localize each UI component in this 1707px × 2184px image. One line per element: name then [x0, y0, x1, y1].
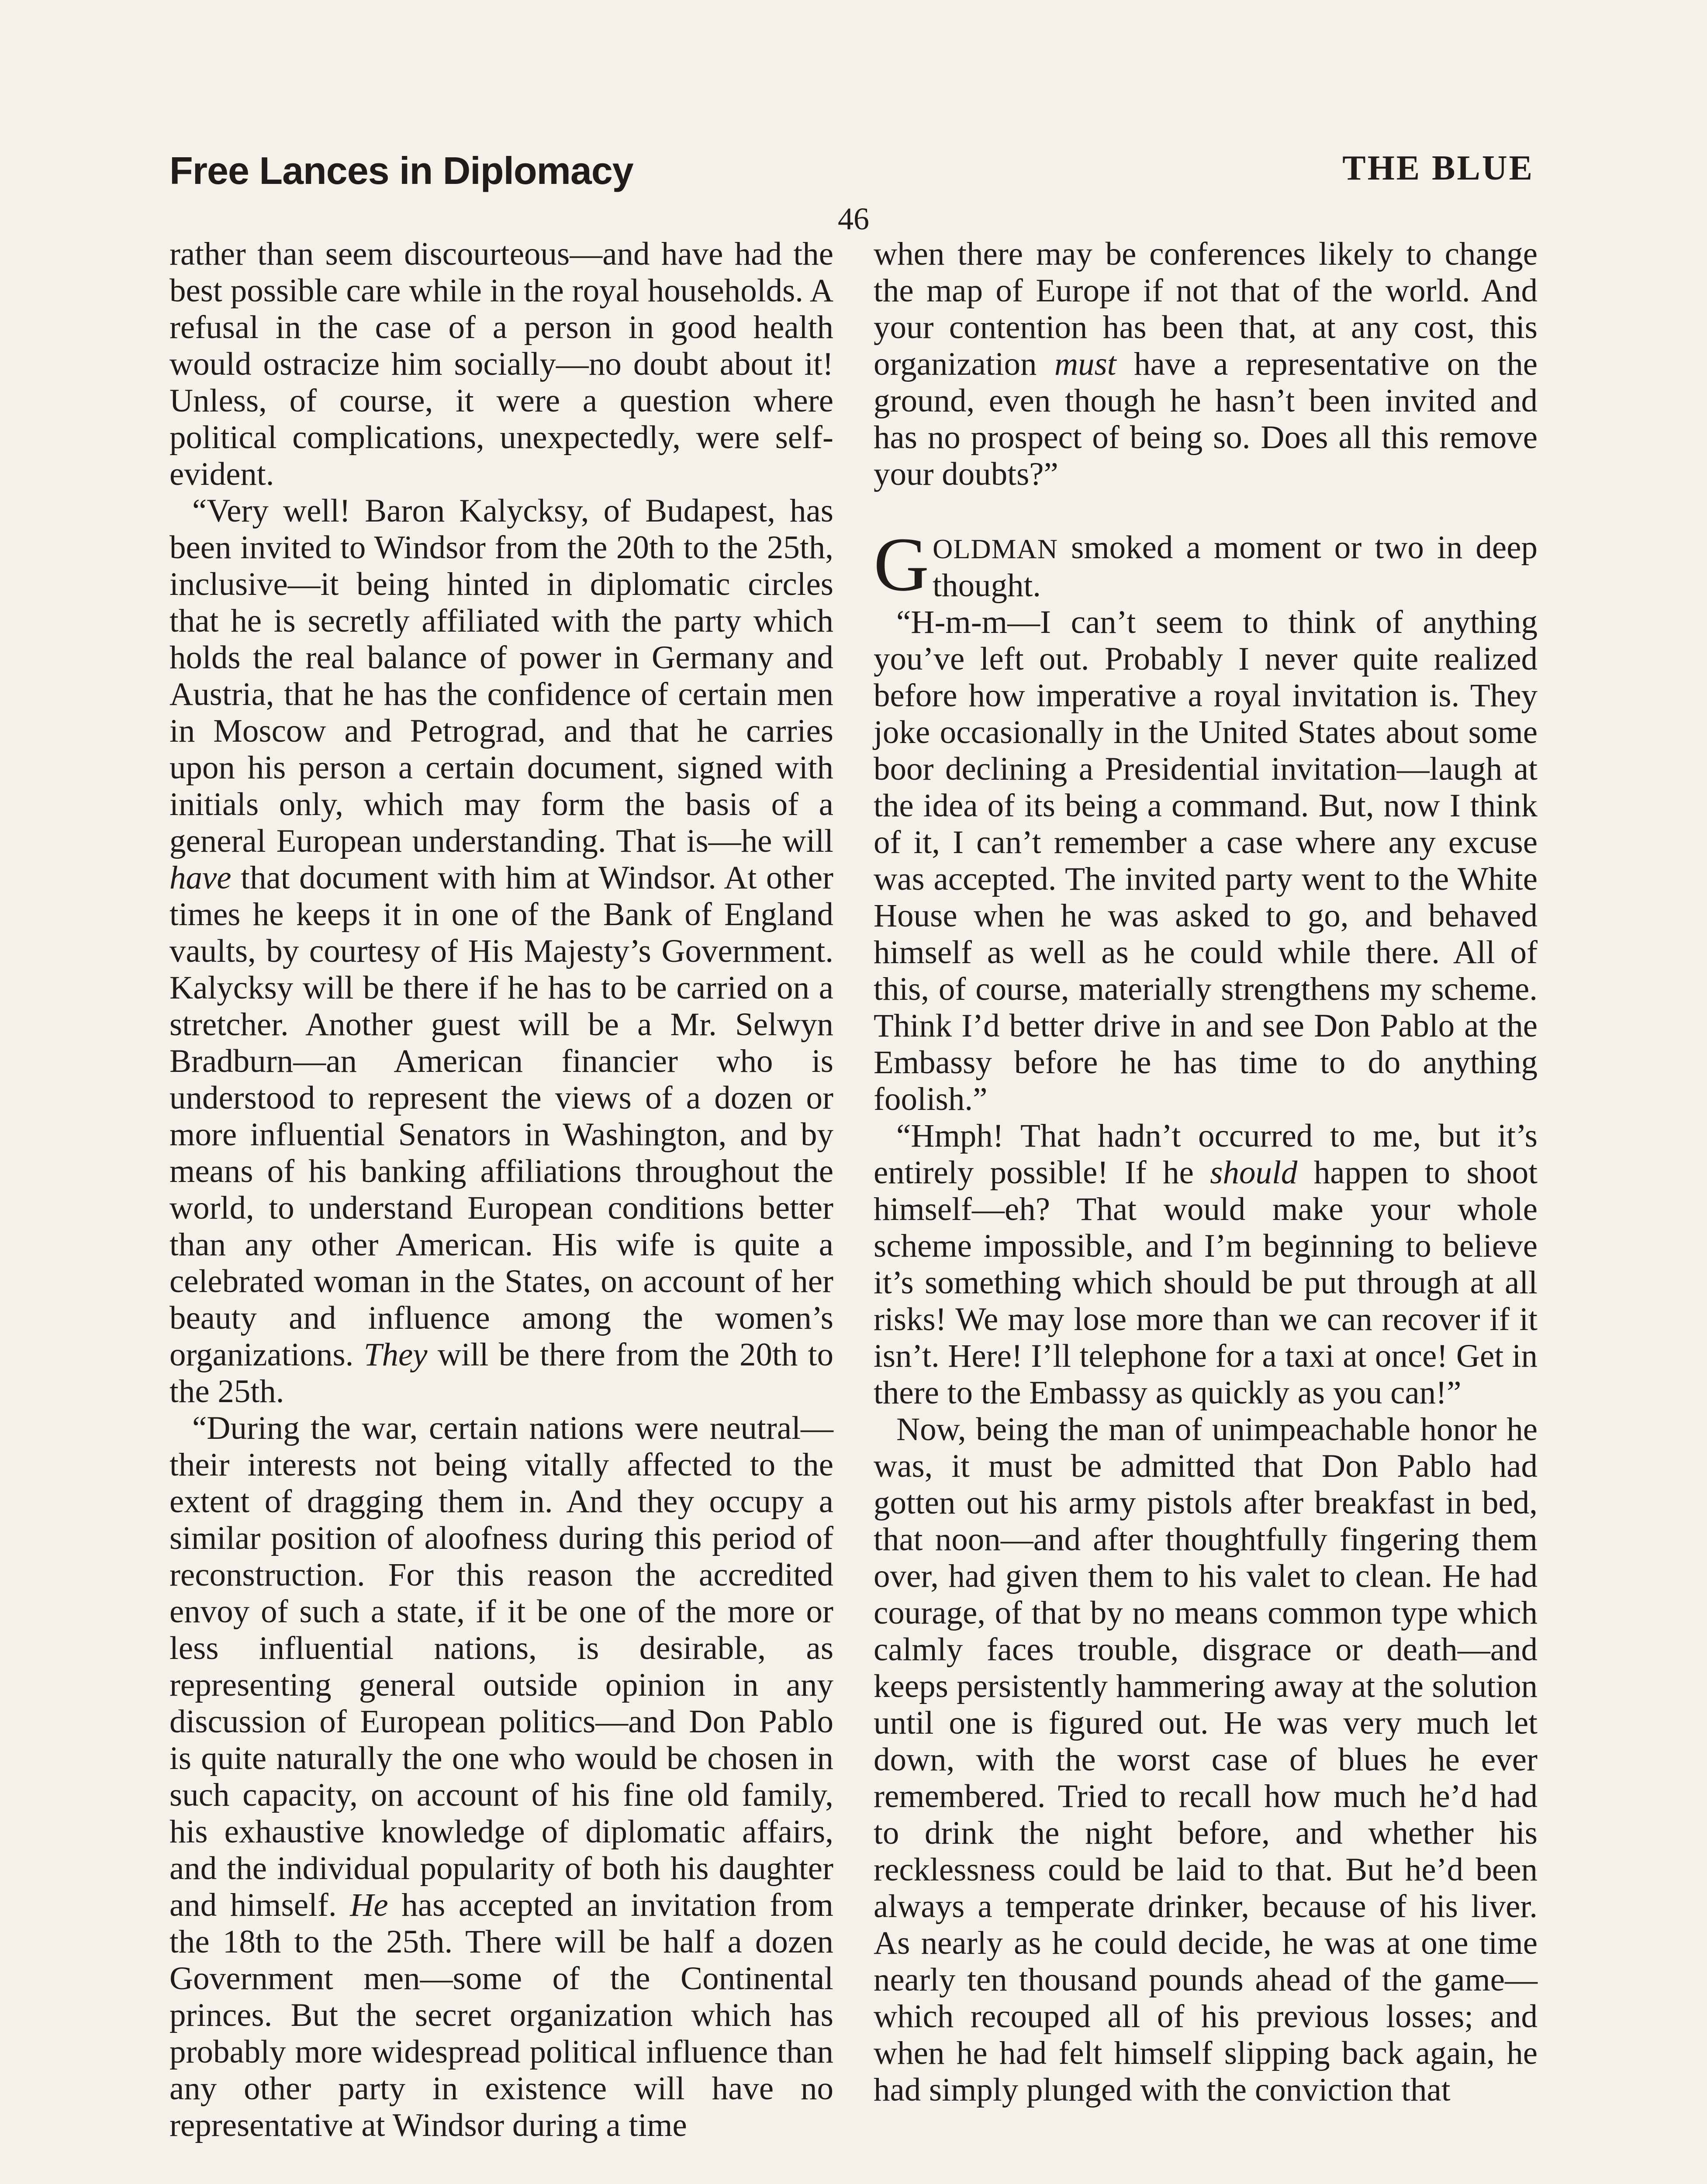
right-column	[874, 236, 1538, 2108]
small-caps-word: OLDMAN	[933, 533, 1058, 564]
paragraph: rather than seem discourteous—and have had the best possible care while in the royal households. A refusal in the case of a person in good health would ostracize him socially—no doubt about it! Unless, of course, it were a question where political complications, unexpectedly, were self-evident.	[169, 236, 833, 492]
paragraph: when there may be conferences likely to change the map of Europe if not that of the world. And your contention has been that, at any cost, this organization must have a representative on the ground, even though he hasn’t been invited and has no prospect of being so. Does all this remove your doubts?”	[874, 236, 1538, 492]
emphasis: They	[363, 1337, 428, 1373]
paragraph: Now, being the man of unimpeachable honor he was, it must be admitted that Don Pablo had gotten out his army pistols after breakfast in bed, that noon—and after thoughtfully fingering them over, had given them to his valet to clean. He had courage, of that by no means common type which calmly faces trouble, disgrace or death—and keeps persistently hammering away at the solution until one is figured out. He was very much let down, with the worst case of blues he ever remembered. Tried to recall how much he’d had to drink the night before, and whether his recklessness could be laid to that. But he’d been always a temperate drinker, because of his liver. As nearly as he could decide, he was at one time nearly ten thousand pounds ahead of the game—which recouped all of his previous losses; and when he had felt himself slipping back again, he had simply plunged with the conviction that	[874, 1411, 1538, 2108]
emphasis: have	[169, 860, 232, 896]
paragraph: “H-m-m—I can’t seem to think of anything you’ve left out. Probably I never quite realized before how imperative a royal invitation is. They joke occasionally in the United States about some boor declining a Presidential invitation—laugh at the idea of its being a command. But, now I think of it, I can’t remember a case where any excuse was accepted. The invited party went to the White House when he was asked to go, and behaved himself as well as he could while there. All of this, of course, materially strengthens my scheme. Think I’d better drive in and see Don Pablo at the Embassy before he has time to do anything foolish.”	[874, 604, 1538, 1117]
paragraph: GOLDMAN smoked a moment or two in deep thought.	[874, 522, 1538, 607]
emphasis: should	[1210, 1154, 1298, 1191]
magazine-name: THE BLUE	[1342, 149, 1534, 187]
drop-cap: G	[874, 522, 930, 607]
page-number: 46	[838, 201, 869, 236]
left-column	[169, 236, 833, 2144]
emphasis: He	[350, 1887, 388, 1923]
paragraph: “Hmph! That hadn’t occurred to me, but it’s entirely possible! If he should happen to shoot himself—eh? That would make your whole scheme impossible, and I’m beginning to believe it’s something which should be put through at all risks! We may lose more than we can recover if it isn’t. Here! I’ll telephone for a taxi at once! Get in there to the Embassy as quickly as you can!”	[874, 1118, 1538, 1411]
paragraph: “During the war, certain nations were neutral—their interests not being vitally affected to the extent of dragging them in. And they occupy a similar position of aloofness during this period of reconstruction. For this reason the accredited envoy of such a state, if it be one of the more or less influential nations, is desirable, as representing general outside opinion in any discussion of European politics—and Don Pablo is quite naturally the one who would be chosen in such capacity, on account of his fine old family, his exhaustive knowledge of diplomatic affairs, and the individual popularity of both his daughter and himself. He has accepted an invitation from the 18th to the 25th. There will be half a dozen Government men—some of the Continental princes. But the secret organization which has probably more widespread political influence than any other party in existence will have no representative at Windsor during a time	[169, 1410, 833, 2143]
article-title: Free Lances in Diplomacy	[169, 149, 633, 192]
emphasis: must	[1054, 346, 1116, 382]
paragraph: “Very well! Baron Kalycksy, of Budapest, has been invited to Windsor from the 20th to the 25th, inclusive—it being hinted in diplomatic circles that he is secretly affiliated with the party which holds the real balance of power in Germany and Austria, that he has the confidence of certain men in Moscow and Petrograd, and that he carries upon his person a certain document, signed with initials only, which may form the basis of a general European understanding. That is—he will have that document with him at Windsor. At other times he keeps it in one of the Bank of England vaults, by courtesy of His Majesty’s Government. Kalycksy will be there if he has to be carried on a stretcher. Another guest will be a Mr. Selwyn Bradburn—an American financier who is understood to represent the views of a dozen or more influential Senators in Washington, and by means of his banking affiliations throughout the world, to understand European conditions better than any other American. His wife is quite a celebrated woman in the States, on account of her beauty and influence among the women’s organizations. They will be there from the 20th to the 25th.	[169, 493, 833, 1410]
